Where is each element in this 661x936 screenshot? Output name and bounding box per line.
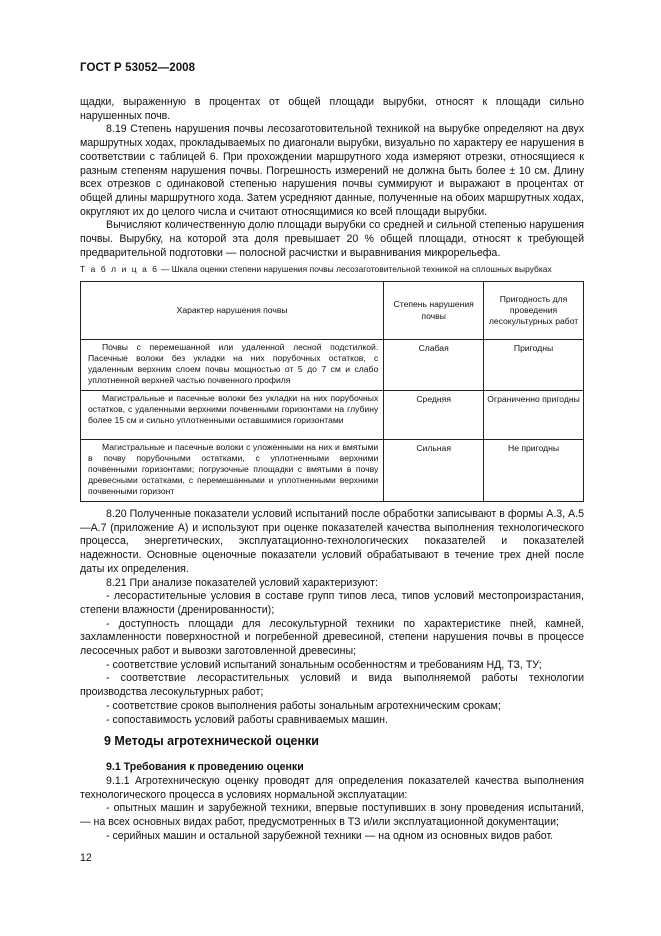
list-item: - доступность площади для лесокультурной техники по характеристике пней, камней, захламленности поверхностной и погребенной древесиной, степени нарушения почвы в процессе лесосечных работ и вывозки заготовленной древесины;: [80, 617, 584, 658]
header-degree: Степень нарушения почвы: [384, 282, 484, 340]
cell-degree: Средняя: [384, 391, 484, 440]
list-item: - соответствие лесорастительных условий и вида выполняемой работы технологии производства лесокультурных работ;: [80, 672, 584, 699]
table-row: [81, 391, 584, 440]
cell-suitability: Пригодны: [484, 340, 584, 391]
mid-text-block: [80, 508, 584, 727]
paragraph-8-19: 8.19 Степень нарушения почвы лесозаготовительной техникой на вырубке определяют на двух маршрутных ходах, прокладываемых по диагонали вырубки, визуально по характеру ее нарушения в соответствии с таблицей 6. При прохождении маршрутного хода измеряют отрезки, относящиеся к разным степеням нарушения почвы. Погрешность измерений не должна быть более ± 10 см. Длину всех отрезков с одинаковой степенью нарушения почвы суммируют и выражают в процентах от общей длины маршрутного хода. Затем усредняют данные, полученные на обоих маршрутных ходах, округляют их до целого числа и считают относящимися ко всей площади вырубки.: [80, 123, 584, 218]
list-item: - сопоставимость условий работы сравниваемых машин.: [106, 713, 388, 726]
cell-suitability: Не пригодны: [484, 440, 584, 502]
header-character: Характер нарушения почвы: [81, 282, 384, 340]
table-6: [80, 281, 584, 502]
cell-degree: Сильная: [384, 440, 484, 502]
paragraph-8-21: 8.21 При анализе показателей условий характеризуют:: [106, 576, 378, 589]
section-9-1-heading: 9.1 Требования к проведению оценки: [106, 761, 304, 773]
paragraph-9-1-1: 9.1.1 Агротехническую оценку проводят для определения показателей качества выполнения технологического процесса в условиях нормальной эксплуатации:: [80, 775, 584, 801]
list-item: - соответствие сроков выполнения работы зональным агротехническим срокам;: [106, 699, 501, 712]
table-6-label: Т а б л и ц а 6: [80, 264, 159, 274]
paragraph-share-calc: Вычисляют количественную долю площади вырубки со средней и сильной степенью нарушения почвы. Вырубку, на которой эта доля превышает 20 % общей площади, относят к требующей предварительной подготовки — полосной расчистки и выравнивания микрорельефа.: [80, 219, 584, 259]
list-item: - опытных машин и зарубежной техники, впервые поступивших в зону проведения испытаний, — на всех основных видах работ, предусмотренных в ТЗ и/или эксплуатационной документации;: [80, 802, 584, 829]
list-item: - серийных машин и остальной зарубежной техники — на одном из основных видов работ.: [106, 829, 554, 842]
table-row: [81, 340, 584, 391]
cell-suitability: Ограниченно пригодны: [484, 391, 584, 440]
section-9-text-block: [80, 775, 584, 844]
cell-character: Магистральные и пасечные волоки без укладки на них порубочных остатков, с удаленными верхними почвенными горизонтами на глубину более 15 см и сильно уплотненными оставшимися горизонтами: [81, 391, 384, 440]
paragraph-8-20: 8.20 Полученные показатели условий испытаний после обработки записывают в формы А.3, А.5—А.7 (приложение А) и используют при оценке показателей качества выполнения технологического процесса, энергетических, эксплуатационно-технологических показателей и показателей надежности. Основные оценочные показатели условий обрабатывают в течение трех дней после даты их определения.: [80, 508, 584, 575]
section-9-heading: 9 Методы агротехнической оценки: [104, 734, 319, 748]
table-header-row: [81, 282, 584, 340]
header-suitability: Пригодность для проведения лесокультурных работ: [484, 282, 584, 340]
document-header: ГОСТ Р 53052—2008: [80, 62, 196, 74]
table-row: [81, 440, 584, 502]
top-text-block: [80, 96, 584, 260]
cell-character: Почвы с перемешанной или удаленной лесной подстилкой. Пасечные волоки без укладки на них порубочных остатков, с удаленным верхним слоем почвы мощностью от 5 до 7 см и слабо уплотненной верхней частью почвенного профиля: [81, 340, 384, 391]
list-item: - соответствие условий испытаний зональным особенностям и требованиям НД, ТЗ, ТУ;: [106, 658, 542, 671]
page-number: 12: [80, 852, 92, 864]
cell-degree: Слабая: [384, 340, 484, 391]
cell-character: Магистральные и пасечные волоки с уложенными на них и вмятыми в почву порубочными остатками, с уплотненными верхними почвенными горизонтами; погрузочные площадки с вмятыми в почву древесными остатками, с перемешанными и уплотненными верхними почвенными горизонт: [81, 440, 384, 502]
list-item: - лесорастительные условия в составе групп типов леса, типов условий местопроизрастания, степени влажности (дренированности);: [80, 590, 584, 616]
table-6-title: — Шкала оценки степени нарушения почвы лесозаготовительной техникой на сплошных вырубках: [158, 264, 552, 274]
table-6-caption: [80, 264, 600, 274]
paragraph-continuation: щадки, выраженную в процентах от общей площади вырубки, относят к площади сильно нарушенных почв.: [80, 96, 584, 122]
